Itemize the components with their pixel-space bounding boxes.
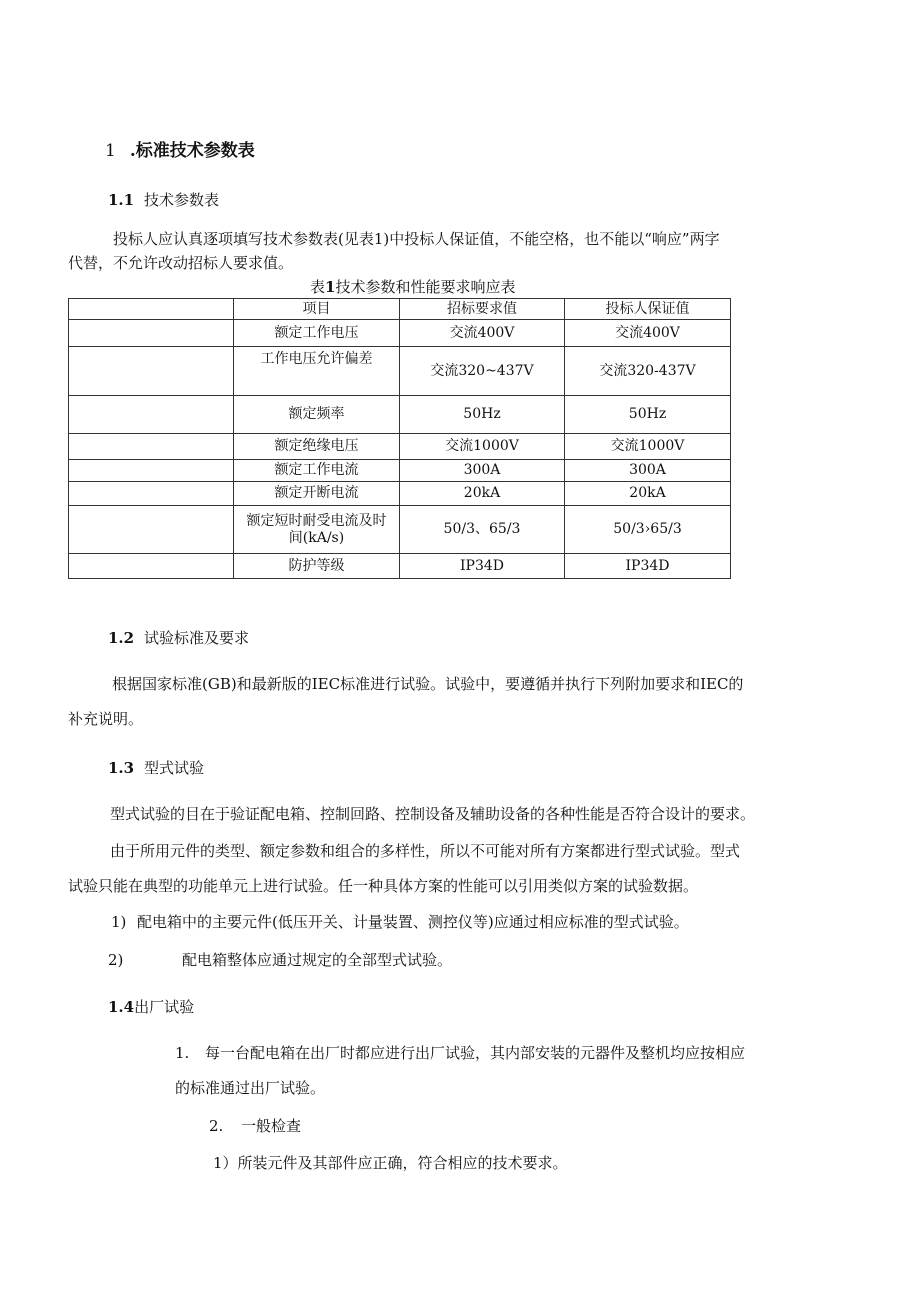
header-required: 招标要求值 — [400, 299, 565, 320]
row-item: 额定工作电压 — [234, 320, 400, 347]
caption-number: 1 — [325, 278, 336, 296]
row-guaranteed: 交流320-437V — [565, 347, 731, 396]
table-row — [69, 434, 731, 460]
sub-list-item: 1）所装元件及其部件应正确，符合相应的技术要求。 — [213, 1154, 568, 1172]
table-row — [69, 460, 731, 482]
section-heading-1-3 — [108, 757, 204, 778]
row-item: 防护等级 — [234, 554, 400, 579]
row-item: 额定工作电流 — [234, 460, 400, 482]
section-title: .标准技术参数表 — [129, 141, 255, 161]
row-required: 交流320~437V — [400, 347, 565, 396]
header-guaranteed: 投标人保证值 — [565, 299, 731, 320]
section-heading-1 — [105, 136, 255, 161]
table-row — [69, 482, 731, 506]
section-heading-1-2 — [108, 627, 249, 648]
list-number: 2. — [209, 1117, 224, 1135]
row-guaranteed: 20kA — [565, 482, 731, 506]
row-guaranteed: 50Hz — [565, 396, 731, 434]
list-text: 一般检查 — [241, 1117, 302, 1135]
row-item: 额定绝缘电压 — [234, 434, 400, 460]
header-item: 项目 — [234, 299, 400, 320]
table-row — [69, 396, 731, 434]
p1-3-line-1: 型式试验的目在于验证配电箱、控制回路、控制设备及辅助设备的各种性能是否符合设计的要求。 — [110, 805, 756, 823]
list-item — [209, 1116, 301, 1136]
row-guaranteed: 交流400V — [565, 320, 731, 347]
list-number: 1. — [175, 1044, 190, 1062]
list-text: 配电箱整体应通过规定的全部型式试验。 — [182, 951, 453, 969]
caption-text: 技术参数和性能要求响应表 — [335, 278, 516, 296]
list-number: 1) — [111, 913, 127, 931]
section-heading-1-1 — [108, 189, 219, 210]
row-required: 300A — [400, 460, 565, 482]
row-guaranteed: 300A — [565, 460, 731, 482]
section-heading-1-4 — [108, 996, 194, 1017]
table-caption — [310, 276, 515, 297]
section-number: 1.4 — [108, 998, 135, 1016]
section-number: 1.2 — [108, 629, 135, 647]
table-row — [69, 554, 731, 579]
table-row — [69, 347, 731, 396]
row-item: 额定短时耐受电流及时间(kA/s) — [234, 506, 400, 554]
header-blank — [69, 299, 234, 320]
caption-prefix: 表 — [310, 278, 326, 296]
p1-2-line-2: 补充说明。 — [68, 710, 144, 728]
list-number: 2) — [108, 951, 124, 969]
list-text: 配电箱中的主要元件(低压开关、计量装置、测控仪等)应通过相应标准的型式试验。 — [137, 913, 689, 931]
p1-3-line-2: 由于所用元件的类型、额定参数和组合的多样性，所以不可能对所有方案都进行型式试验。型式 — [110, 842, 741, 860]
list-item — [111, 912, 689, 932]
p1-3-line-3: 试验只能在典型的功能单元上进行试验。任一种具体方案的性能可以引用类似方案的试验数据。 — [68, 877, 699, 895]
row-required: 交流1000V — [400, 434, 565, 460]
row-item: 额定频率 — [234, 396, 400, 434]
table-row — [69, 506, 731, 554]
row-required: 50/3、65/3 — [400, 506, 565, 554]
table-row — [69, 320, 731, 347]
row-item: 工作电压允许偏差 — [234, 347, 400, 396]
spec-table — [68, 298, 731, 579]
p1-2-line-1: 根据国家标准(GB)和最新版的IEC标准进行试验。试验中，要遵循并执行下列附加要求和IEC的 — [112, 675, 744, 693]
row-required: 50Hz — [400, 396, 565, 434]
list-text: 每一台配电箱在出厂时都应进行出厂试验，其内部安装的元器件及整机均应按相应 — [205, 1044, 746, 1062]
row-required: IP34D — [400, 554, 565, 579]
section-title: 技术参数表 — [144, 191, 220, 209]
section-title: 型式试验 — [144, 759, 205, 777]
section-title: 试验标准及要求 — [144, 629, 250, 647]
row-required: 交流400V — [400, 320, 565, 347]
section-title: 出厂试验 — [134, 998, 195, 1016]
section-number: 1.3 — [108, 759, 135, 777]
row-required: 20kA — [400, 482, 565, 506]
intro-line-2: 代替，不允许改动招标人要求值。 — [68, 254, 294, 272]
list-item — [108, 950, 452, 970]
table-header-row — [69, 299, 731, 320]
row-guaranteed: 交流1000V — [565, 434, 731, 460]
row-guaranteed: IP34D — [565, 554, 731, 579]
row-item: 额定开断电流 — [234, 482, 400, 506]
list-text-continued: 的标准通过出厂试验。 — [175, 1079, 326, 1097]
intro-line-1: 投标人应认真逐项填写技术参数表(见表1)中投标人保证值，不能空格，也不能以“响应”两字 — [113, 230, 720, 248]
list-item — [175, 1043, 745, 1063]
section-number: 1 — [105, 141, 116, 161]
section-number: 1.1 — [108, 191, 135, 209]
row-guaranteed: 50/3›65/3 — [565, 506, 731, 554]
